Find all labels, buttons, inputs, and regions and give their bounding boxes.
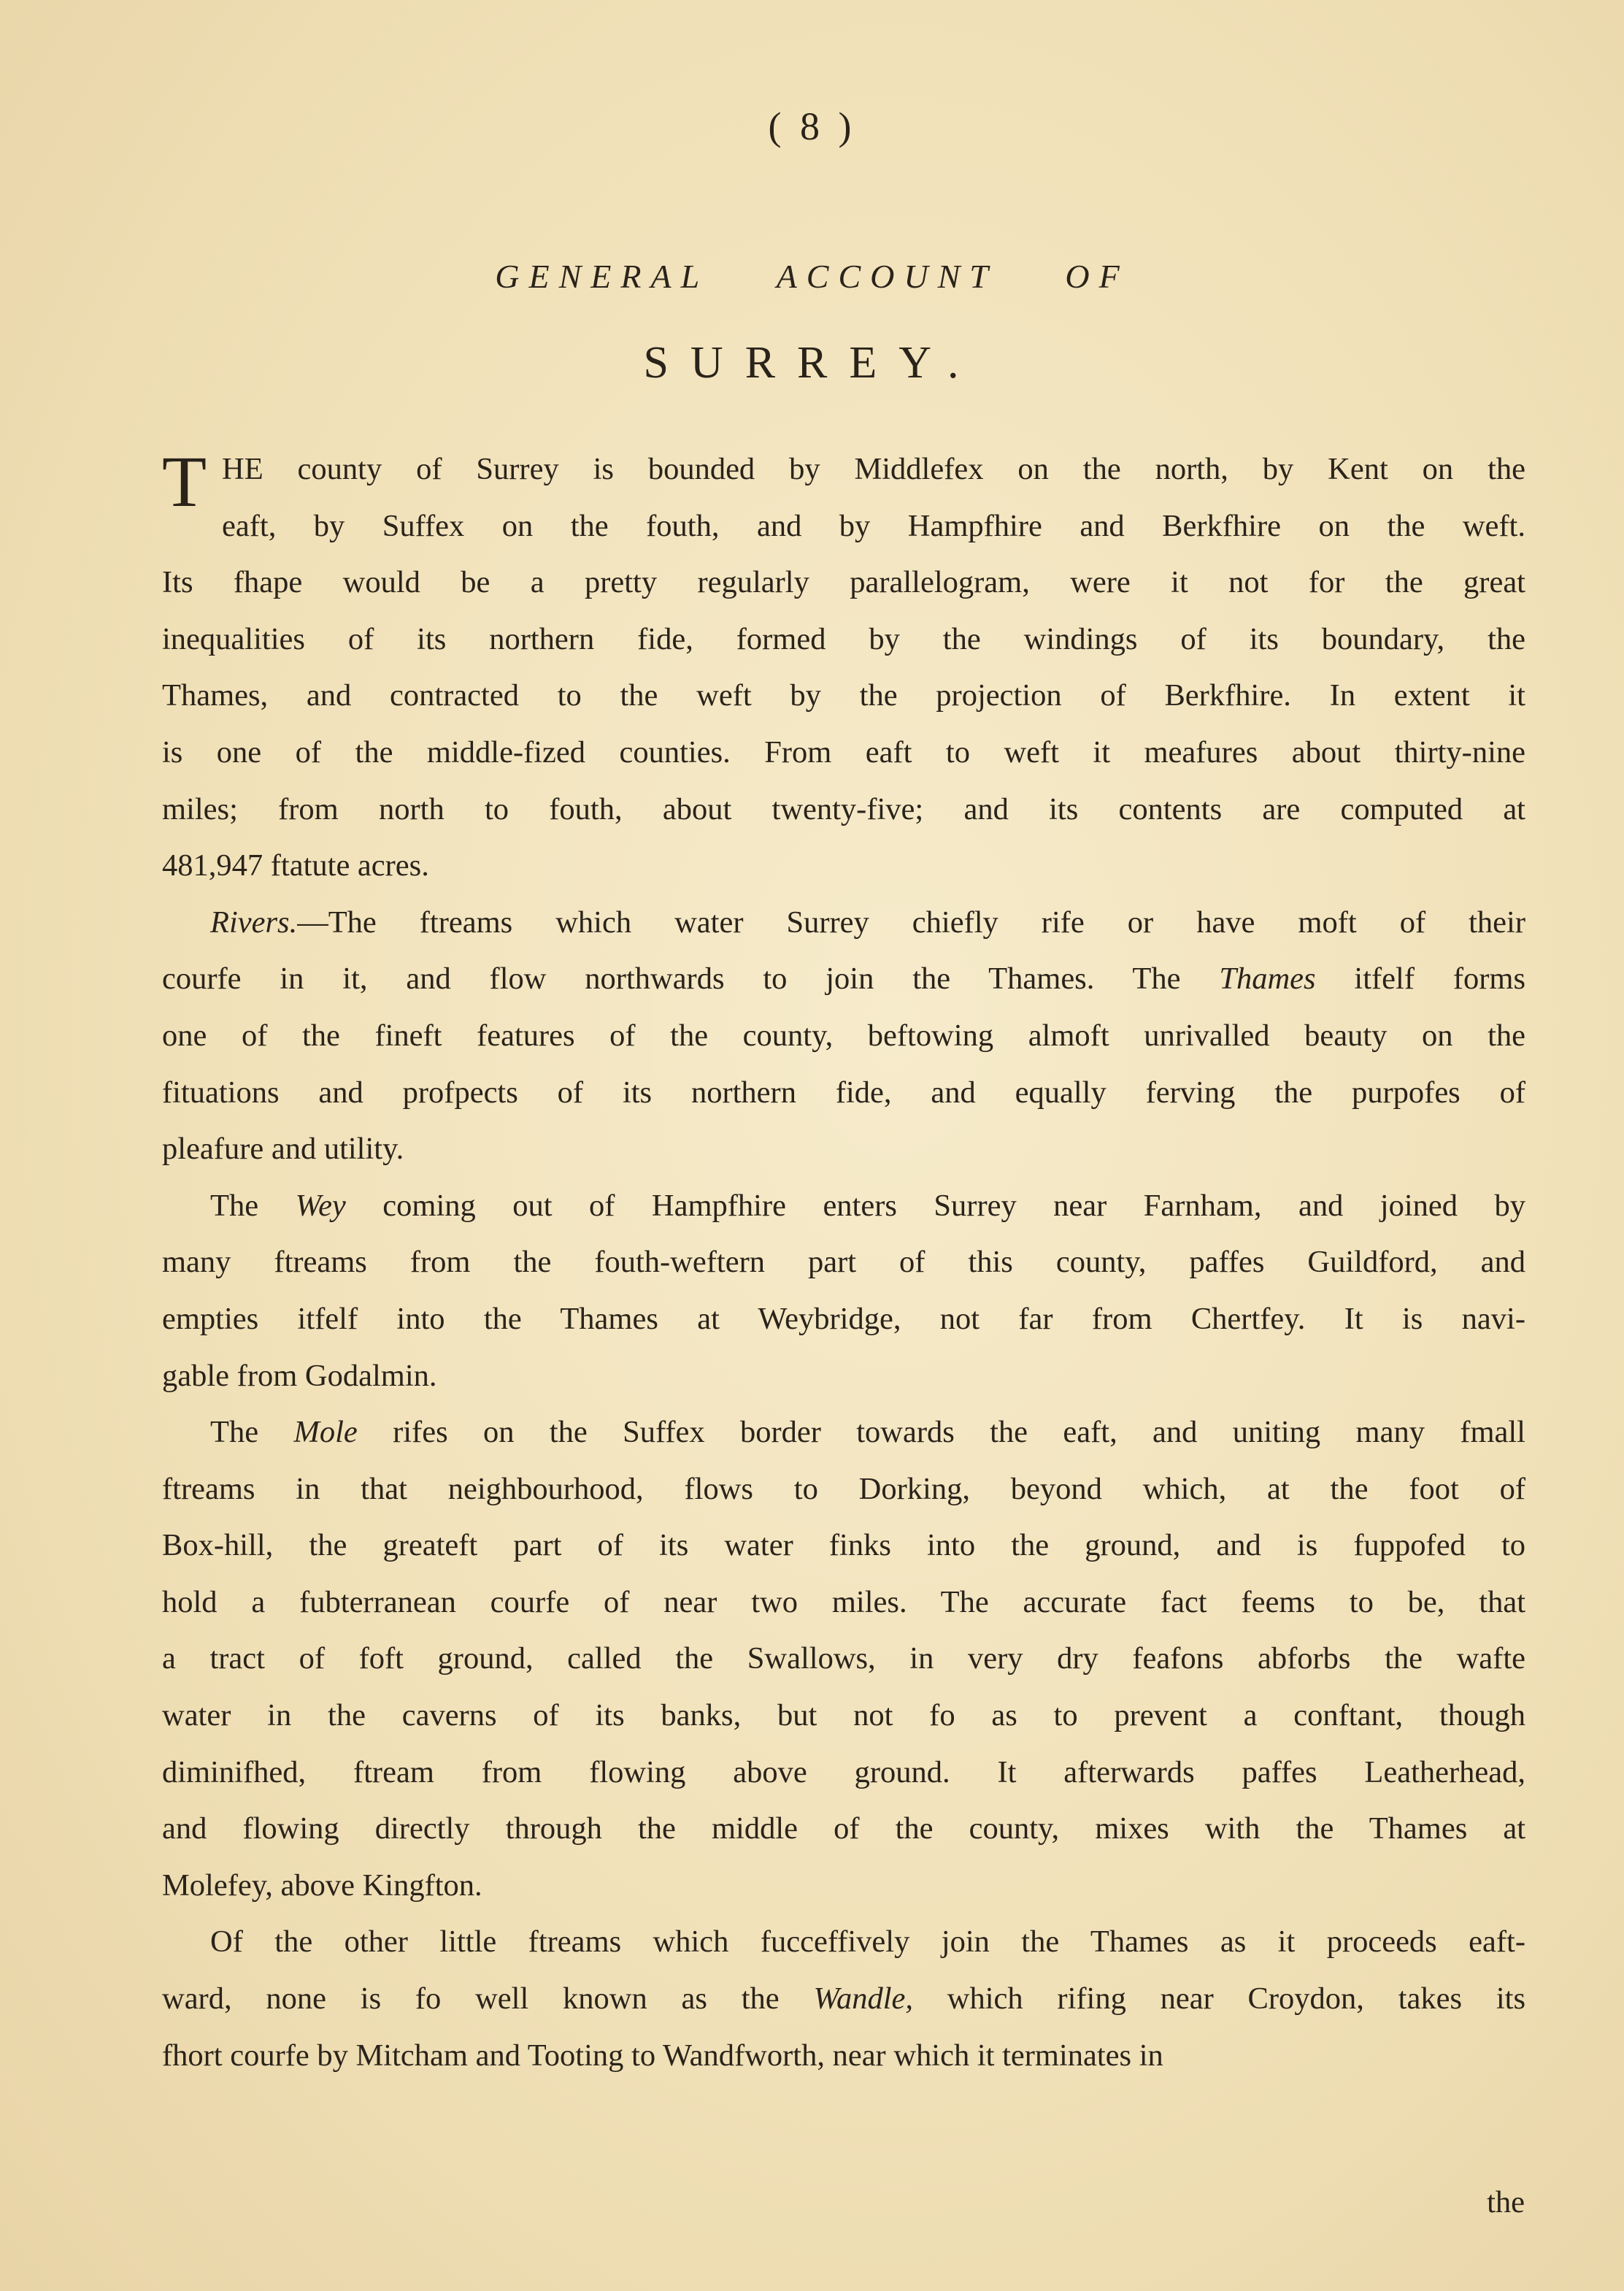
- body-text: [162, 441, 1525, 2084]
- text-line: [162, 1800, 1525, 1857]
- text-line: [162, 1348, 1525, 1405]
- text-line: [162, 1970, 1525, 2027]
- text-run: hold a fubterranean courfe of near two miles. The accurate fact feems to be, that: [162, 1584, 1525, 1619]
- text-run: Thames, and contracted to the weft by the projection of Berkfhire. In extent it: [162, 678, 1525, 713]
- heading-general-account: [0, 257, 1624, 296]
- text-line: [162, 837, 1525, 894]
- italic-term: Thames: [1219, 962, 1316, 997]
- text-run: ward, none is fo well known as the: [162, 1981, 814, 2016]
- text-run: pleafure and utility.: [162, 1132, 404, 1167]
- italic-term: Mole: [293, 1415, 358, 1450]
- text-run: rifes on the Suffex border towards the eaft, and uniting many fmall: [357, 1415, 1525, 1450]
- italic-term: Wandle,: [813, 1981, 913, 2016]
- text-run: and flowing directly through the middle of the county, mixes with the Thames at: [162, 1811, 1525, 1846]
- heading-word: OF: [1065, 258, 1129, 295]
- text-line: [162, 1064, 1525, 1121]
- heading-county-title: SURREY.: [643, 338, 981, 388]
- text-line: [162, 554, 1525, 611]
- text-line: [162, 611, 1525, 668]
- heading-word: GENERAL: [495, 258, 709, 295]
- text-run: eaft, by Suffex on the fouth, and by Hampfhire and Berkfhire on the weft.: [222, 508, 1525, 543]
- text-line: [162, 2027, 1525, 2084]
- text-line: [162, 1404, 1525, 1461]
- text-run: water in the caverns of its banks, but not fo as to prevent a conftant, though: [162, 1698, 1525, 1733]
- page-number: ( 8 ): [768, 104, 856, 148]
- text-run: Molefey, above Kingfton.: [162, 1868, 482, 1903]
- text-line: [162, 1517, 1525, 1574]
- text-line: [162, 1744, 1525, 1801]
- text-run: a tract of foft ground, called the Swallows, in very dry feafons abforbs the wafte: [162, 1641, 1525, 1676]
- catchword: the: [1487, 2185, 1525, 2219]
- text-line: [162, 951, 1525, 1008]
- heading-word: ACCOUNT: [776, 258, 998, 295]
- text-run: HE county of Surrey is bounded by Middlefex on the north, by Kent on the: [222, 452, 1525, 486]
- text-run: coming out of Hampfhire enters Surrey near Farnham, and joined by: [345, 1188, 1525, 1223]
- text-line: [162, 894, 1525, 951]
- text-run: many ftreams from the fouth-weftern part of this county, paffes Guildford, and: [162, 1245, 1525, 1280]
- text-line: [162, 441, 1525, 498]
- text-line: [162, 498, 1525, 555]
- text-line: [162, 781, 1525, 838]
- italic-term: Wey: [295, 1188, 346, 1223]
- text-run: The: [210, 1415, 294, 1450]
- text-run: empties itfelf into the Thames at Weybridge, not far from Chertfey. It is navi-: [162, 1301, 1525, 1336]
- drop-cap: T: [162, 441, 207, 522]
- text-run: —The ftreams which water Surrey chiefly rife or have moft of their: [297, 905, 1525, 940]
- text-line: [162, 1630, 1525, 1687]
- text-line: [162, 1857, 1525, 1914]
- text-line: [162, 1461, 1525, 1518]
- text-run: The: [210, 1188, 296, 1223]
- text-run: which rifing near Croydon, takes its: [913, 1981, 1525, 2016]
- text-run: Its fhape would be a pretty regularly parallelogram, were it not for the great: [162, 565, 1525, 600]
- text-run: fhort courfe by Mitcham and Tooting to Wandfworth, near which it terminates in: [162, 2038, 1163, 2073]
- text-run: diminifhed, ftream from flowing above ground. It afterwards paffes Leatherhead,: [162, 1754, 1525, 1789]
- text-run: one of the fineft features of the county, beftowing almoft unrivalled beauty on the: [162, 1018, 1525, 1053]
- text-line: [162, 1234, 1525, 1291]
- text-run: courfe in it, and flow northwards to join the Thames. The: [162, 962, 1220, 997]
- text-run: gable from Godalmin.: [162, 1358, 437, 1393]
- text-run: ftreams in that neighbourhood, flows to Dorking, beyond which, at the foot of: [162, 1471, 1525, 1506]
- text-run: itfelf forms: [1315, 962, 1525, 997]
- text-line: [162, 1291, 1525, 1348]
- text-line: [162, 1914, 1525, 1970]
- text-run: Box-hill, the greateft part of its water finks into the ground, and is fuppofed to: [162, 1528, 1525, 1563]
- text-run: inequalities of its northern fide, formed by the windings of its boundary, the: [162, 621, 1525, 656]
- text-line: [162, 1178, 1525, 1235]
- text-line: [162, 1008, 1525, 1064]
- text-line: [162, 1574, 1525, 1631]
- text-line: [162, 1121, 1525, 1178]
- text-line: [162, 667, 1525, 724]
- text-run: fituations and profpects of its northern fide, and equally ferving the purpofes of: [162, 1075, 1525, 1110]
- text-run: 481,947 ftatute acres.: [162, 848, 429, 883]
- text-line: [162, 724, 1525, 781]
- text-run: Of the other little ftreams which fucceffively join the Thames as it proceeds eaft-: [210, 1924, 1525, 1960]
- text-run: miles; from north to fouth, about twenty-five; and its contents are computed at: [162, 791, 1525, 826]
- text-run: is one of the middle-fized counties. From eaft to weft it meafures about thirty-nine: [162, 734, 1525, 770]
- text-line: [162, 1687, 1525, 1744]
- italic-term: Rivers.: [210, 905, 298, 940]
